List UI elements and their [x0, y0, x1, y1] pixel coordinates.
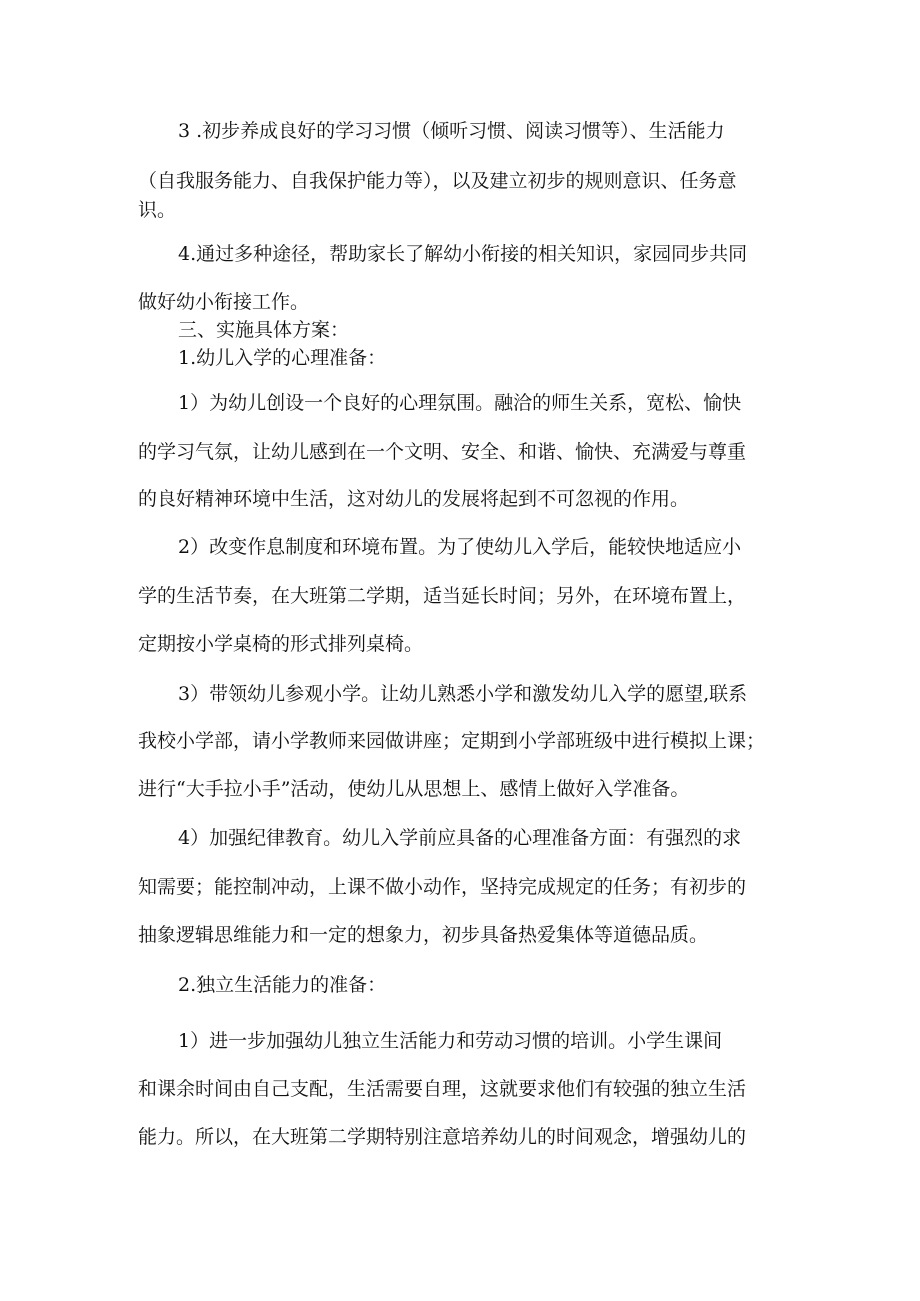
text-line: （自我服务能力、自我保护能力等），以及建立初步的规则意识、任务意 [138, 170, 737, 192]
text-line: 做好幼小衔接工作。 [138, 291, 310, 313]
text-line: 学的生活节奏，在大班第二学期，适当延长时间；另外，在环境布置上， [138, 585, 747, 607]
text-line: 的良好精神环境中生活，这对幼儿的发展将起到不可忽视的作用。 [138, 488, 690, 510]
text-line: 3）带领幼儿参观小学。让幼儿熟悉小学和激发幼儿入学的愿望,联系 [178, 683, 748, 705]
text-line: 4.通过多种途径，帮助家长了解幼小衔接的相关知识，家园同步共同 [178, 243, 748, 265]
text-line: 1）为幼儿创设一个良好的心理氛围。融洽的师生关系，宽松、愉快 [178, 392, 742, 414]
text-line: 2）改变作息制度和环境布置。为了使幼儿入学后，能较快地适应小 [178, 536, 742, 558]
text-line: 进行“大手拉小手”活动，使幼儿从思想上、感情上做好入学准备。 [138, 778, 690, 800]
text-line: 抽象逻辑思维能力和一定的想象力，初步具备热爱集体等道德品质。 [138, 924, 709, 946]
subsection-heading: 2.独立生活能力的准备： [178, 974, 387, 996]
text-line: 的学习气氛，让幼儿感到在一个文明、安全、和谐、愉快、充满爱与尊重 [138, 441, 747, 463]
text-line: 3 .初步养成良好的学习习惯（倾听习惯、阅读习惯等）、生活能力 [178, 120, 725, 142]
text-line: 我校小学部，请小学教师来园做讲座；定期到小学部班级中进行模拟上课； [138, 730, 766, 752]
section-heading: 三、实施具体方案： [178, 319, 350, 341]
text-line: 定期按小学桌椅的形式排列桌椅。 [138, 633, 424, 655]
subsection-heading: 1.幼儿入学的心理准备： [178, 347, 387, 369]
text-line: 1）进一步加强幼儿独立生活能力和劳动习惯的培训。小学生课间 [178, 1030, 723, 1052]
text-line: 和课余时间由自己支配，生活需要自理，这就要求他们有较强的独立生活 [138, 1078, 747, 1100]
text-line: 知需要；能控制冲动，上课不做小动作，坚持完成规定的任务；有初步的 [138, 876, 747, 898]
text-line: 4）加强纪律教育。幼儿入学前应具备的心理准备方面：有强烈的求 [178, 827, 742, 849]
text-line: 识。 [138, 199, 177, 221]
text-line: 能力。所以，在大班第二学期特别注意培养幼儿的时间观念，增强幼儿的 [138, 1126, 747, 1148]
